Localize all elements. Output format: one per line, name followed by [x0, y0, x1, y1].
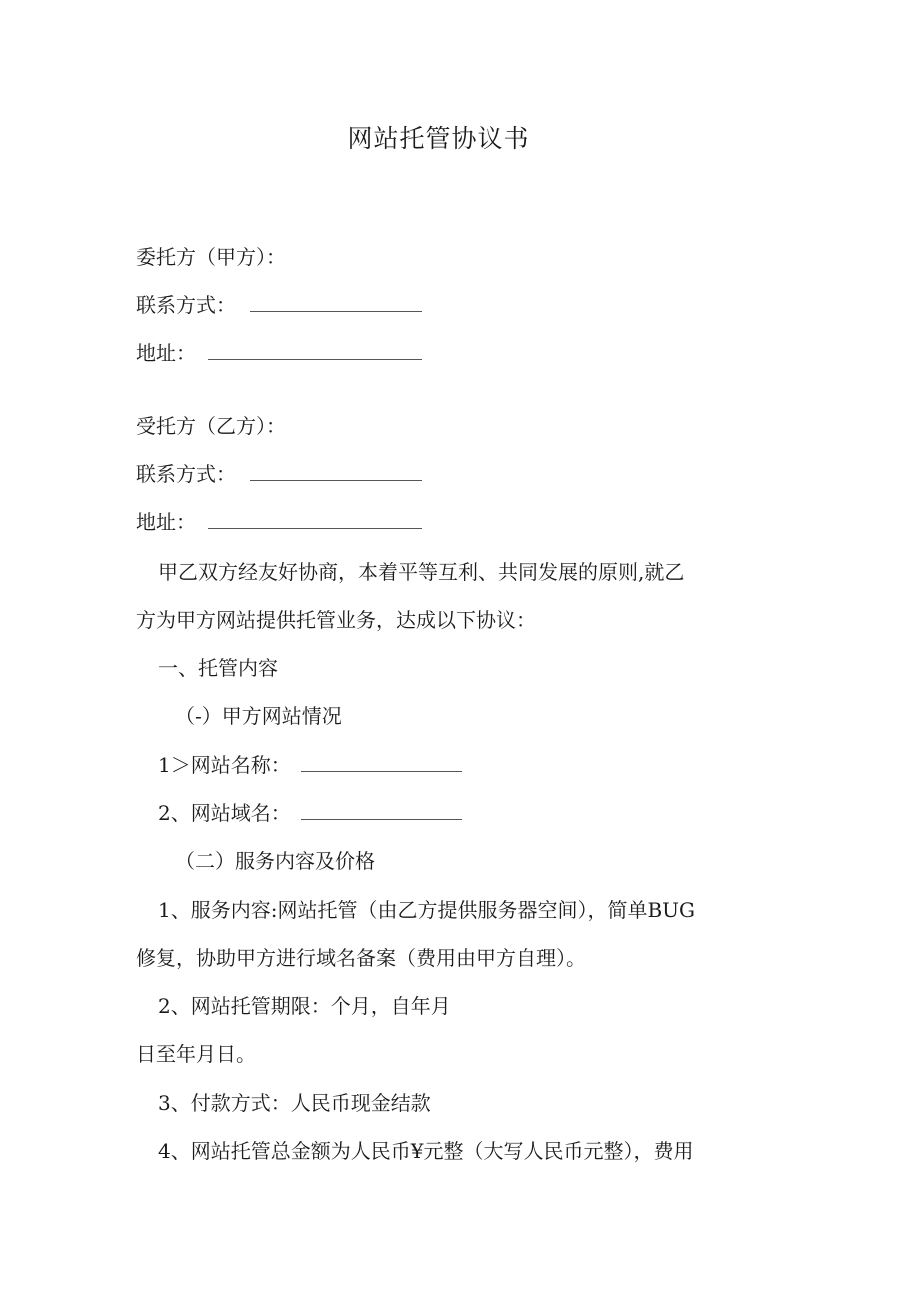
party-a-contact-row	[136, 290, 422, 320]
intro-line-2: 方为甲方网站提供托管业务，达成以下协议：	[136, 608, 536, 632]
website-domain-field[interactable]	[301, 799, 462, 820]
service-content-line-1: 1、服务内容:网站托管（由乙方提供服务器空间），简单BUG	[158, 898, 695, 922]
service-content-line-2: 修复，协助甲方进行域名备案（费用由甲方自理）。	[136, 946, 586, 970]
website-name-label: 1＞网站名称：	[158, 753, 291, 777]
document-title: 网站托管协议书	[347, 124, 530, 153]
intro-line-1: 甲乙双方经友好协商，本着平等互利、共同发展的原则,就乙	[158, 560, 685, 584]
website-name-row	[158, 750, 462, 780]
party-a-address-row	[136, 338, 422, 368]
hosting-period-line-1: 2、网站托管期限：个月，自年月	[158, 994, 451, 1018]
subsection-1-heading: （-）甲方网站情况	[175, 704, 342, 728]
party-a-address-field[interactable]	[208, 339, 422, 360]
hosting-period-line-2: 日至年月日。	[136, 1042, 256, 1066]
party-a-label: 委托方（甲方）：	[136, 245, 286, 269]
website-domain-row	[158, 798, 462, 828]
party-b-contact-row	[136, 459, 422, 489]
party-b-contact-field[interactable]	[250, 460, 422, 481]
party-b-contact-label: 联系方式：	[136, 462, 236, 486]
website-name-field[interactable]	[301, 751, 462, 772]
section-1-heading: 一、托管内容	[158, 656, 278, 680]
party-a-contact-label: 联系方式：	[136, 293, 236, 317]
party-b-address-field[interactable]	[208, 508, 422, 529]
website-domain-label: 2、网站域名：	[158, 801, 291, 825]
party-a-address-label: 地址：	[136, 341, 196, 365]
party-b-address-label: 地址：	[136, 510, 196, 534]
total-amount-line: 4、网站托管总金额为人民币¥元整（大写人民币元整），费用	[158, 1139, 694, 1163]
party-b-label: 受托方（乙方）：	[136, 414, 286, 438]
payment-method-line: 3、付款方式：人民币现金结款	[158, 1091, 431, 1115]
subsection-2-heading: （二）服务内容及价格	[175, 849, 375, 873]
party-a-contact-field[interactable]	[250, 291, 422, 312]
party-b-address-row	[136, 507, 422, 537]
